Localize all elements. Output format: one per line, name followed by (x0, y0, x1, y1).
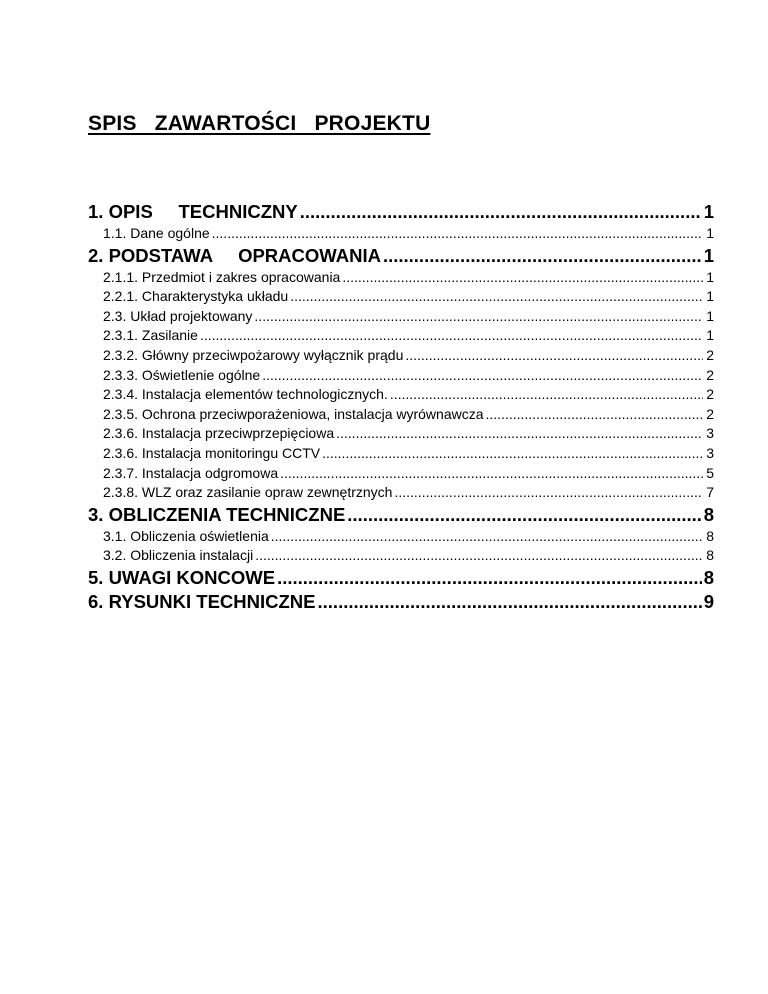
toc-dot-leader (280, 464, 703, 484)
toc-subsection-entry[interactable] (88, 546, 714, 566)
toc-dot-leader (342, 268, 703, 288)
toc-page-number: 2 (706, 405, 714, 422)
toc-dot-leader (383, 244, 702, 268)
toc-entry-label: 2.3.7. Instalacja odgromowa (103, 464, 279, 481)
toc-entry-label: 2.1.1. Przedmiot i zakres opracowania (103, 268, 341, 285)
toc-page-number: 9 (703, 590, 714, 612)
toc-page-number: 8 (706, 547, 714, 564)
toc-page-number: 8 (706, 527, 714, 544)
toc-dot-leader (347, 503, 701, 527)
toc-subsection-entry[interactable] (88, 405, 714, 425)
toc-page-number: 8 (703, 566, 714, 588)
toc-subsection-entry[interactable] (88, 326, 714, 346)
toc-entry-label: 2.3.3. Oświetlenie ogólne (103, 366, 261, 383)
toc-dot-leader (300, 200, 702, 224)
toc-page-number: 1 (706, 225, 714, 241)
toc-page-number: 8 (703, 503, 714, 525)
toc-entry-label: 1. OPIS TECHNICZNY (88, 201, 298, 222)
toc-dot-leader (486, 405, 703, 425)
table-of-contents (88, 200, 714, 614)
toc-entry-label: 5. UWAGI KONCOWE (88, 566, 276, 588)
toc-page-number: 5 (706, 464, 714, 481)
toc-entry-label: 2.3.6. Instalacja monitoringu CCTV (103, 444, 321, 461)
toc-dot-leader (322, 444, 703, 464)
toc-entry-label: 3. OBLICZENIA TECHNICZNE (88, 503, 346, 525)
toc-page-number: 1 (703, 244, 714, 266)
toc-entry-label: 2.2.1. Charakterystyka układu (103, 288, 289, 305)
toc-page-number: 1 (706, 327, 714, 344)
toc-entry-label: 3.1. Obliczenia oświetlenia (103, 527, 269, 544)
toc-subsection-entry[interactable] (88, 268, 714, 288)
toc-dot-leader (212, 224, 703, 244)
toc-entry-label: 2.3.5. Ochrona przeciwporażeniowa, instalacja wyrównawcza (103, 405, 484, 422)
toc-dot-leader (262, 366, 703, 386)
toc-entry-label: 2.3.1. Zasilanie (103, 327, 198, 344)
toc-page-number: 7 (706, 484, 714, 501)
toc-subsection-entry[interactable] (88, 483, 714, 503)
toc-page-number: 1 (706, 268, 714, 285)
toc-dot-leader (390, 385, 703, 405)
toc-subsection-entry[interactable] (88, 444, 714, 464)
toc-page-number: 2 (706, 346, 714, 363)
toc-entry-label: 6. RYSUNKI TECHNICZNE (88, 590, 316, 612)
toc-dot-leader (277, 566, 702, 590)
toc-entry-label: 2. PODSTAWA OPRACOWANIA (88, 244, 381, 266)
toc-dot-leader (336, 424, 703, 444)
toc-subsection-entry[interactable] (88, 385, 714, 405)
toc-page-number: 3 (706, 444, 714, 461)
toc-subsection-entry[interactable] (88, 424, 714, 444)
toc-entry-label: 2.3. Układ projektowany (103, 307, 253, 324)
toc-section-entry[interactable] (88, 503, 714, 527)
toc-section-entry[interactable] (88, 200, 714, 224)
toc-entry-label: 2.3.8. WLZ oraz zasilanie opraw zewnętrznych (103, 484, 393, 501)
toc-entry-label: 2.3.6. Instalacja przeciwprzepięciowa (103, 425, 335, 442)
toc-entry-label: 1.1. Dane ogólne (103, 225, 210, 241)
toc-entry-label: 2.3.4. Instalacja elementów technologicznych. (103, 386, 388, 403)
toc-section-entry[interactable] (88, 590, 714, 614)
toc-dot-leader (254, 307, 703, 327)
toc-page-number: 3 (706, 425, 714, 442)
toc-dot-leader (405, 346, 703, 366)
toc-dot-leader (290, 287, 703, 307)
toc-page-number: 1 (703, 201, 714, 222)
toc-entry-label: 2.3.2. Główny przeciwpożarowy wyłącznik prądu (103, 346, 404, 363)
page-title: SPIS ZAWARTOŚCI PROJEKTU (88, 112, 431, 135)
toc-subsection-entry[interactable] (88, 346, 714, 366)
toc-page-number: 2 (706, 386, 714, 403)
toc-section-entry[interactable] (88, 566, 714, 590)
toc-section-entry[interactable] (88, 244, 714, 268)
toc-dot-leader (318, 590, 702, 614)
toc-dot-leader (255, 546, 703, 566)
toc-page-number: 2 (706, 366, 714, 383)
toc-page-number: 1 (706, 288, 714, 305)
toc-subsection-entry[interactable] (88, 287, 714, 307)
toc-subsection-entry[interactable] (88, 464, 714, 484)
toc-subsection-entry[interactable] (88, 527, 714, 547)
toc-subsection-entry[interactable] (88, 366, 714, 386)
toc-dot-leader (200, 326, 703, 346)
toc-entry-label: 3.2. Obliczenia instalacji (103, 547, 254, 564)
toc-page-number: 1 (706, 307, 714, 324)
toc-subsection-entry[interactable] (88, 307, 714, 327)
toc-dot-leader (271, 527, 703, 547)
toc-dot-leader (394, 483, 703, 503)
toc-subsection-entry[interactable] (88, 224, 714, 244)
